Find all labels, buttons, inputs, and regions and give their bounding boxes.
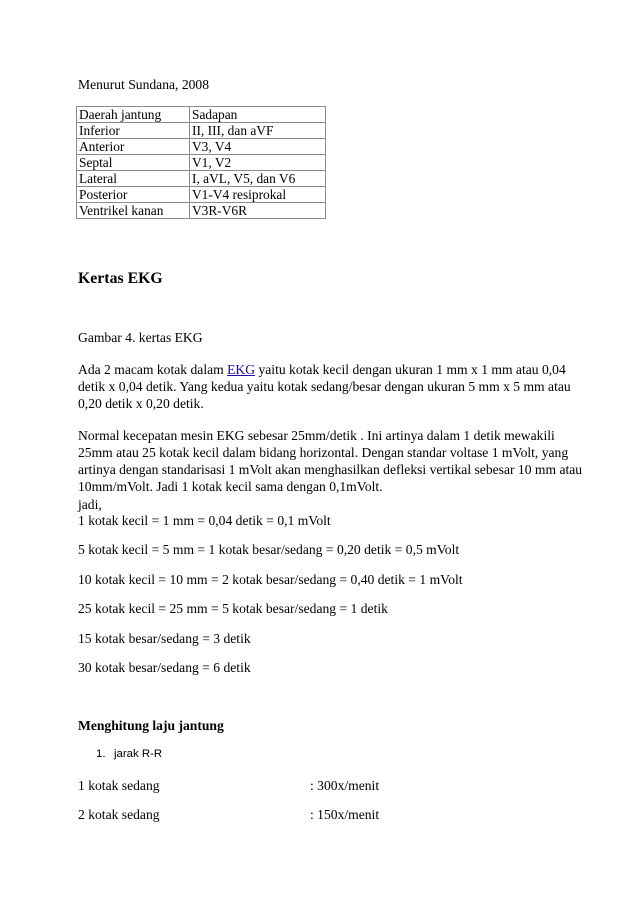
table-cell: Daerah jantung <box>77 107 190 123</box>
list-item <box>96 746 162 763</box>
paragraph-line: Normal kecepatan mesin EKG sebesar 25mm/detik . Ini artinya dalam 1 detik mewakili <box>78 428 555 443</box>
text-run: yaitu kotak kecil dengan ukuran 1 mm x 1 mm atau 0,04 <box>255 362 566 377</box>
rate-value: : 300x/menit <box>310 778 380 793</box>
table-cell: Sadapan <box>190 107 326 123</box>
equivalence-line: 10 kotak kecil = 10 mm = 2 kotak besar/sedang = 0,40 detik = 1 mVolt <box>78 572 463 587</box>
jadi-label: jadi, <box>78 497 102 512</box>
table-row <box>77 187 326 203</box>
table-cell: Anterior <box>77 139 190 155</box>
list-item-text: jarak R-R <box>114 748 163 760</box>
heading-kertas-ekg: Kertas EKG <box>78 270 163 287</box>
table-cell: Inferior <box>77 123 190 139</box>
rate-label: 1 kotak sedang <box>78 778 160 793</box>
paragraph-line: 10mm/mVolt. Jadi 1 kotak kecil sama dengan 0,1mVolt. <box>78 479 383 494</box>
heading-laju-jantung: Menghitung laju jantung <box>78 718 224 733</box>
figure-caption: Gambar 4. kertas EKG <box>78 330 203 345</box>
table-cell: Posterior <box>77 187 190 203</box>
table-row <box>77 171 326 187</box>
list-number: 1. <box>96 748 106 760</box>
table-cell: Lateral <box>77 171 190 187</box>
source-line: Menurut Sundana, 2008 <box>78 77 210 92</box>
text-run: Ada 2 macam kotak dalam <box>78 362 228 377</box>
paragraph-line: artinya dengan standarisasi 1 mVolt akan menghasilkan defleksi vertikal sebesar 10 mm atau <box>78 462 583 477</box>
paragraph-line <box>78 361 566 378</box>
leads-table <box>76 106 326 219</box>
table-row <box>77 155 326 171</box>
table-row <box>77 139 326 155</box>
table-cell: V1-V4 resiprokal <box>190 187 326 203</box>
equivalence-line: 5 kotak kecil = 5 mm = 1 kotak besar/sedang = 0,20 detik = 0,5 mVolt <box>78 542 460 557</box>
table-cell: Septal <box>77 155 190 171</box>
rate-label: 2 kotak sedang <box>78 807 160 822</box>
rate-value: : 150x/menit <box>310 807 380 822</box>
paragraph-line: 0,20 detik x 0,20 detik. <box>78 396 204 411</box>
equivalence-line: 25 kotak kecil = 25 mm = 5 kotak besar/sedang = 1 detik <box>78 601 388 616</box>
table-row <box>77 203 326 219</box>
table-cell: II, III, dan aVF <box>190 123 326 139</box>
table-cell: V3R-V6R <box>190 203 326 219</box>
equivalence-line: 30 kotak besar/sedang = 6 detik <box>78 660 251 675</box>
table-cell: I, aVL, V5, dan V6 <box>190 171 326 187</box>
equivalence-line: 1 kotak kecil = 1 mm = 0,04 detik = 0,1 mVolt <box>78 513 331 528</box>
ekg-link[interactable]: EKG <box>227 362 256 377</box>
paragraph-line: detik x 0,04 detik. Yang kedua yaitu kotak sedang/besar dengan ukuran 5 mm x 5 mm atau <box>78 379 571 394</box>
table-cell: V3, V4 <box>190 139 326 155</box>
table-row <box>77 107 326 123</box>
table-row <box>77 123 326 139</box>
table-cell: Ventrikel kanan <box>77 203 190 219</box>
table-cell: V1, V2 <box>190 155 326 171</box>
paragraph-line: 25mm atau 25 kotak kecil dalam bidang horizontal. Dengan standar voltase 1 mVolt, yang <box>78 445 569 460</box>
equivalence-line: 15 kotak besar/sedang = 3 detik <box>78 631 251 646</box>
